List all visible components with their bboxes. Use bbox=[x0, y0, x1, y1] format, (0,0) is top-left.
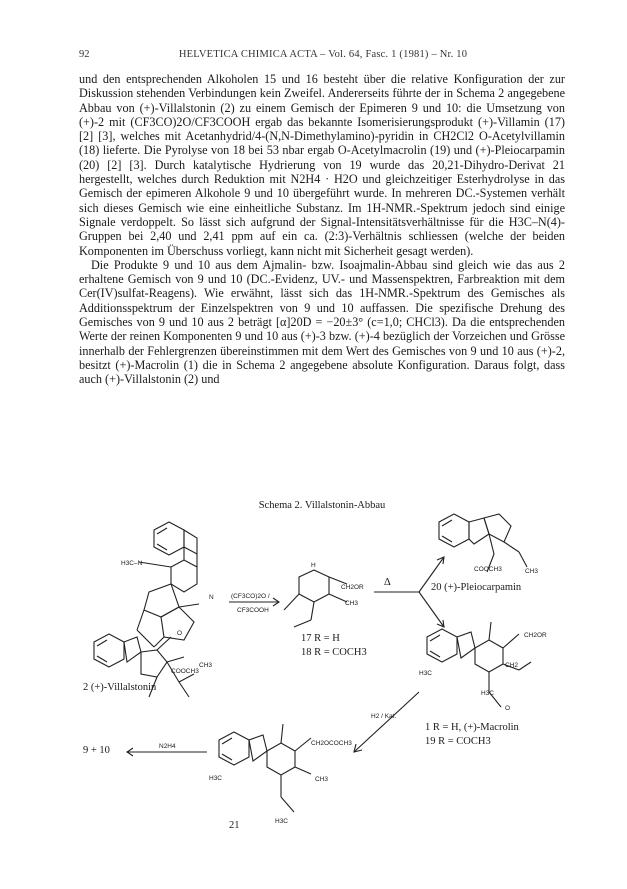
atom-label-h3c-a: H3C bbox=[419, 670, 433, 677]
atom-label-o-b: O bbox=[505, 705, 511, 712]
atom-label-n-a: N bbox=[209, 594, 214, 601]
reagent1-line1: (CF3CO)2O / bbox=[231, 593, 270, 600]
reaction-scheme bbox=[79, 500, 565, 880]
compound-19-label: 19 R = COCH3 bbox=[425, 736, 491, 747]
compound-17-label: 17 R = H bbox=[301, 633, 340, 644]
compound-20-structure bbox=[439, 514, 527, 572]
compound-1-label: 1 R = H, (+)-Macrolin bbox=[425, 722, 519, 733]
atom-label-cooch3-b: COOCH3 bbox=[474, 566, 502, 573]
compound-2-label: 2 (+)-Villalstonin bbox=[83, 682, 157, 693]
atom-label-ch3-a: CH3 bbox=[199, 662, 213, 669]
atom-label-ch3-d: CH3 bbox=[315, 776, 329, 783]
atom-label-h3c-d: H3C bbox=[275, 818, 289, 825]
reagent-hydrogenation: H2 / Kat. bbox=[371, 713, 397, 720]
schema-title: Schema 2. Villalstonin-Abbau bbox=[258, 500, 386, 511]
atom-label-cooch3: COOCH3 bbox=[171, 668, 199, 675]
delta-label: Δ bbox=[384, 577, 391, 588]
atom-label-ch3-b: CH3 bbox=[345, 600, 359, 607]
compound-18-label: 18 R = COCH3 bbox=[301, 647, 367, 658]
atom-label-ch2: CH2 bbox=[505, 662, 519, 669]
atom-label-ch2ococh3: CH2OCOCH3 bbox=[311, 740, 352, 747]
compound-21-label: 21 bbox=[229, 820, 240, 831]
compound-20-label: 20 (+)-Pleiocarpamin bbox=[431, 582, 522, 593]
paragraph-1: und den entsprechenden Alkoholen 15 und 16 besteht über die relative Konfiguration der zur Diskussion stehenden Verbindungen kein Zweifel. Andererseits führte der in Schema 2 angegebene Abbau von (+)-Villalstonin (2) zu einem Gemisch der Epimeren 9 und 10: die Umsetzung von (+)-2 mit (CF3CO)2O/CF3COOH ergab das bekannte Isomerisierungsprodukt (+)-Villamin (17) [2] [3], welches mit Acetanhydrid/4-(N,N-Dimethylamino)-pyridin in CH2Cl2 O-Acetylvillamin (18) lieferte. Die Pyrolyse von 18 bei 53 nbar ergab O-Acetylmacrolin (19) und (+)-Pleiocarpamin (20) [2] [3]. Durch katalytische Hydrierung von 19 wurde das 20,21-Dihydro-Derivat 21 hergestellt, welches durch Reduktion mit N2H4 · H2O und gleichzeitiger Esterhydrolyse in das Gemisch der epimeren Alkohole 9 und 10 übergeführt wurde. In mehreren DC.-Systemen verhält sich dieses Gemisch wie eine einheitliche Substanz. Im 1H-NMR.-Spektrum jedoch sind einige Signale verdoppelt. So lässt sich aufgrund der Signal-Intensitätsverhältnisse für die H3C–N(4)-Gruppen bei 2,40 und 2,41 ppm auf ein ca. (2:3)-Verhältnis schliessen (welche der beiden Komponenten im Überschuss vorliegt, kann nicht mit Sicherheit gesagt werden). bbox=[79, 72, 565, 258]
body-text bbox=[79, 72, 565, 387]
page-number: 92 bbox=[79, 49, 90, 60]
atom-label-o-a: O bbox=[177, 630, 183, 637]
atom-label-h3c-c: H3C bbox=[209, 775, 223, 782]
reagent1-line2: CF3COOH bbox=[237, 607, 269, 614]
atom-label-h-a: H bbox=[311, 562, 316, 569]
running-title: HELVETICA CHIMICA ACTA – Vol. 64, Fasc. 1 (1981) – Nr. 10 bbox=[178, 49, 468, 60]
compound-17-structure bbox=[284, 570, 347, 627]
atom-label-ch2or-b: CH2OR bbox=[524, 632, 547, 639]
paragraph-2: Die Produkte 9 und 10 aus dem Ajmalin- bzw. Isoajmalin-Abbau sind gleich wie das aus 2 erhaltene Gemisch von 9 und 10 (DC.-Evidenz, UV.- und Massenspektren, Farbreaktion mit dem Cer(IV)sulfat-Reagens). Wie erwähnt, lässt sich das 1H-NMR.-Spektrum des Gemisches als Additionsspektrum der Einzelspektren von 9 und 10 auffassen. Die spezifische Drehung des Gemisches von 9 und 10 aus 2 beträgt [α]20D = −20±3° (c=1,0; CHCl3). Da die entsprechenden Werte der reinen Komponenten 9 und 10 aus (+)-3 bzw. (+)-4 bezüglich der Vorzeichen und Grösse innerhalb der Fehlergrenzen übereinstimmen mit dem Wert des Gemisches von 9 und 10 aus (+)-2, besitzt (+)-Macrolin (1) die in Schema 2 angegebene absolute Konfiguration. Daraus folgt, dass auch (+)-Villalstonin (2) und bbox=[79, 257, 565, 387]
atom-label-h3c-b: H3C bbox=[481, 690, 495, 697]
reagent-reduction: N2H4 bbox=[159, 743, 176, 750]
product-label: 9 + 10 bbox=[83, 745, 110, 756]
atom-label-ch2or-a: CH2OR bbox=[341, 584, 364, 591]
atom-label-ch3-c: CH3 bbox=[525, 568, 539, 575]
arrow-hydrogenation bbox=[354, 692, 419, 752]
running-header bbox=[79, 49, 567, 63]
compound-21-structure bbox=[219, 724, 311, 812]
atom-label-h3cn: H3C–N bbox=[121, 560, 143, 567]
